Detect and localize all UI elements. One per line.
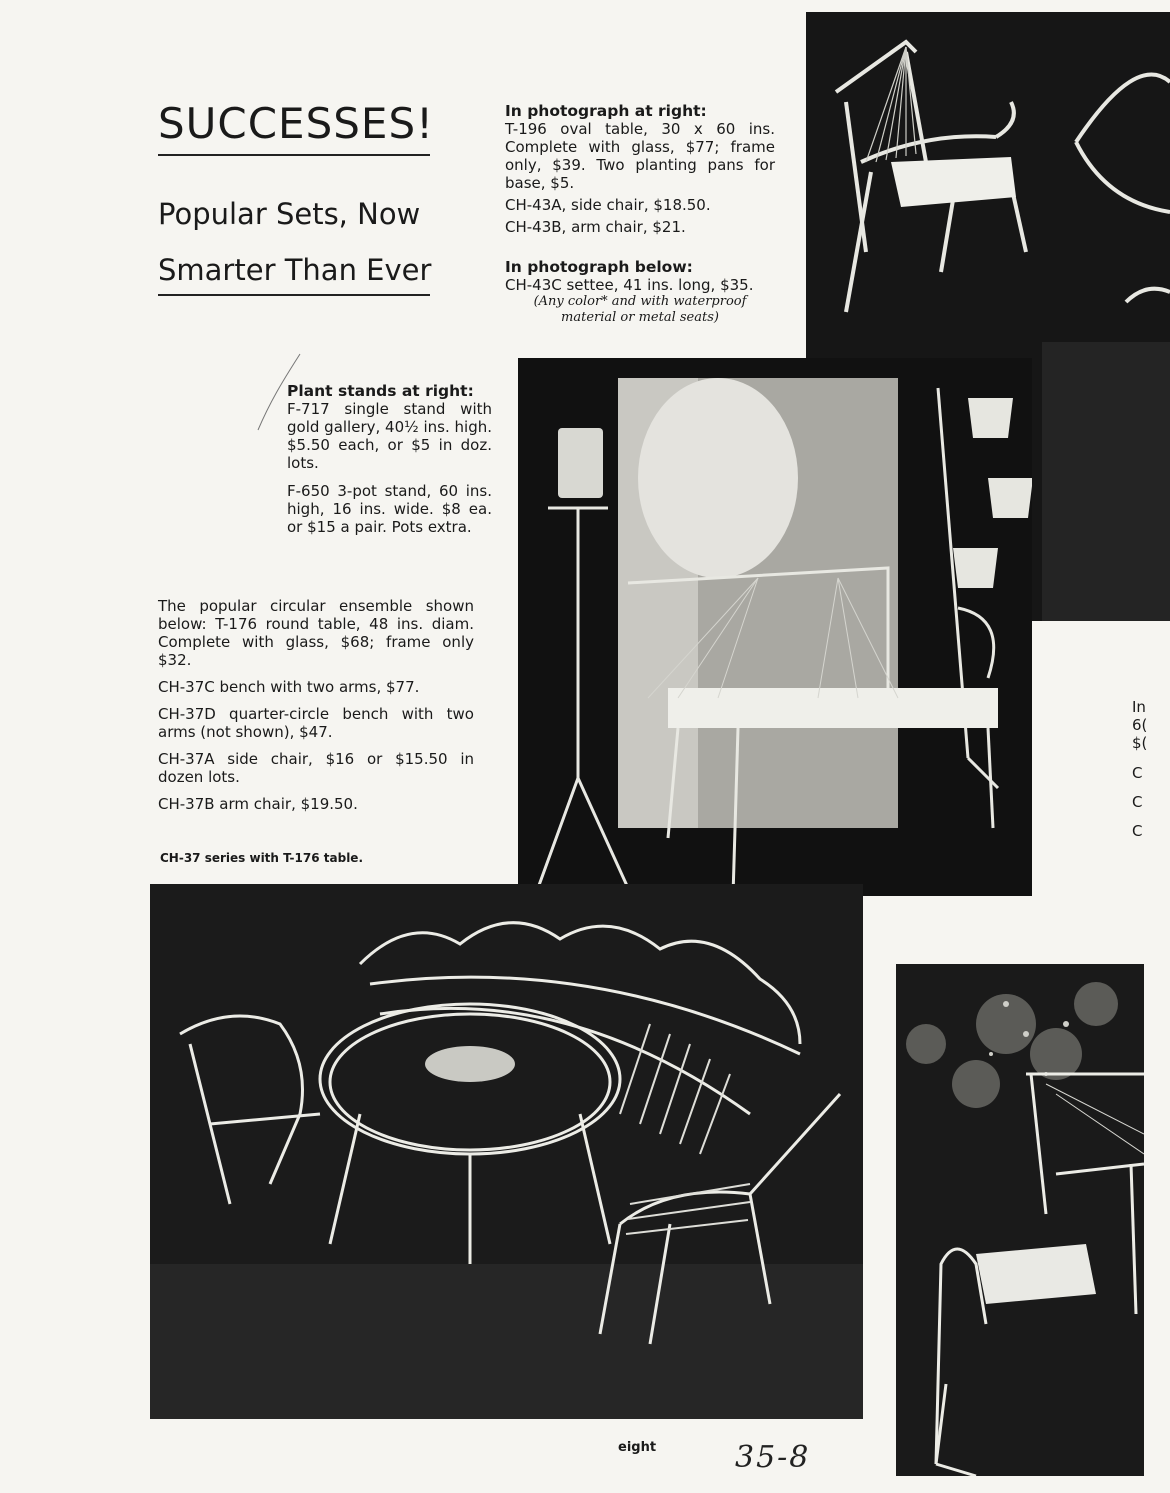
circular-caption: CH-37 series with T-176 table.	[160, 851, 363, 865]
photo-right-line-2: CH-43A, side chair, $18.50.	[505, 196, 711, 214]
plant-stands-item-2: F-650 3-pot stand, 60 ins. high, 16 ins. wide. $8 ea. or $15 a pair. Pots extra.	[287, 482, 492, 536]
edge-text-1: In	[1132, 698, 1146, 716]
edge-text-4: C	[1132, 764, 1143, 782]
edge-text-2: 6(	[1132, 716, 1148, 734]
photo-right-heading: In photograph at right:	[505, 102, 707, 120]
circular-intro: The popular circular ensemble shown below: T-176 round table, 48 ins. diam. Complete with glass, $68; frame only $32.	[158, 597, 474, 669]
photo-circular-ensemble	[150, 884, 863, 1419]
photo-garden-chair	[896, 964, 1144, 1476]
page-number: eight	[618, 1440, 657, 1455]
plant-stands-block	[287, 382, 492, 536]
circular-item-3: CH-37A side chair, $16 or $15.50 in dozen lots.	[158, 750, 474, 786]
circular-item-4: CH-37B arm chair, $19.50.	[158, 795, 358, 813]
edge-text-3: $(	[1132, 734, 1148, 752]
circular-item-2: CH-37D quarter-circle bench with two arms (not shown), $47.	[158, 705, 474, 741]
pencil-mark	[252, 352, 302, 432]
photo-below-block	[505, 258, 775, 326]
photo-settee-plant-stands	[518, 358, 1032, 896]
edge-text-5: C	[1132, 793, 1143, 811]
subtitle-line-2: Smarter Than Ever	[158, 252, 430, 296]
circular-item-1: CH-37C bench with two arms, $77.	[158, 678, 420, 696]
photo-below-line-1: CH-43C settee, 41 ins. long, $35.	[505, 276, 754, 294]
photo-below-heading: In photograph below:	[505, 258, 693, 276]
photo-right-block	[505, 102, 775, 236]
subtitle-line-1: Popular Sets, Now	[158, 197, 421, 231]
circular-block	[158, 597, 474, 813]
photo-right-line-3: CH-43B, arm chair, $21.	[505, 218, 686, 236]
handwritten-note: 35-8	[735, 1440, 811, 1475]
plant-stands-heading: Plant stands at right:	[287, 382, 474, 400]
photo-below-note: (Any color* and with waterproof material or metal seats)	[533, 294, 747, 325]
page-title: SUCCESSES!	[158, 98, 430, 156]
edge-text-6: C	[1132, 822, 1143, 840]
plant-stands-item-1: F-717 single stand with gold gallery, 40½ ins. high. $5.50 each, or $5 in doz. lots.	[287, 400, 492, 472]
photo-right-line-1: T-196 oval table, 30 x 60 ins. Complete with glass, $77; frame only, $39. Two planting pans for base, $5.	[505, 120, 775, 192]
